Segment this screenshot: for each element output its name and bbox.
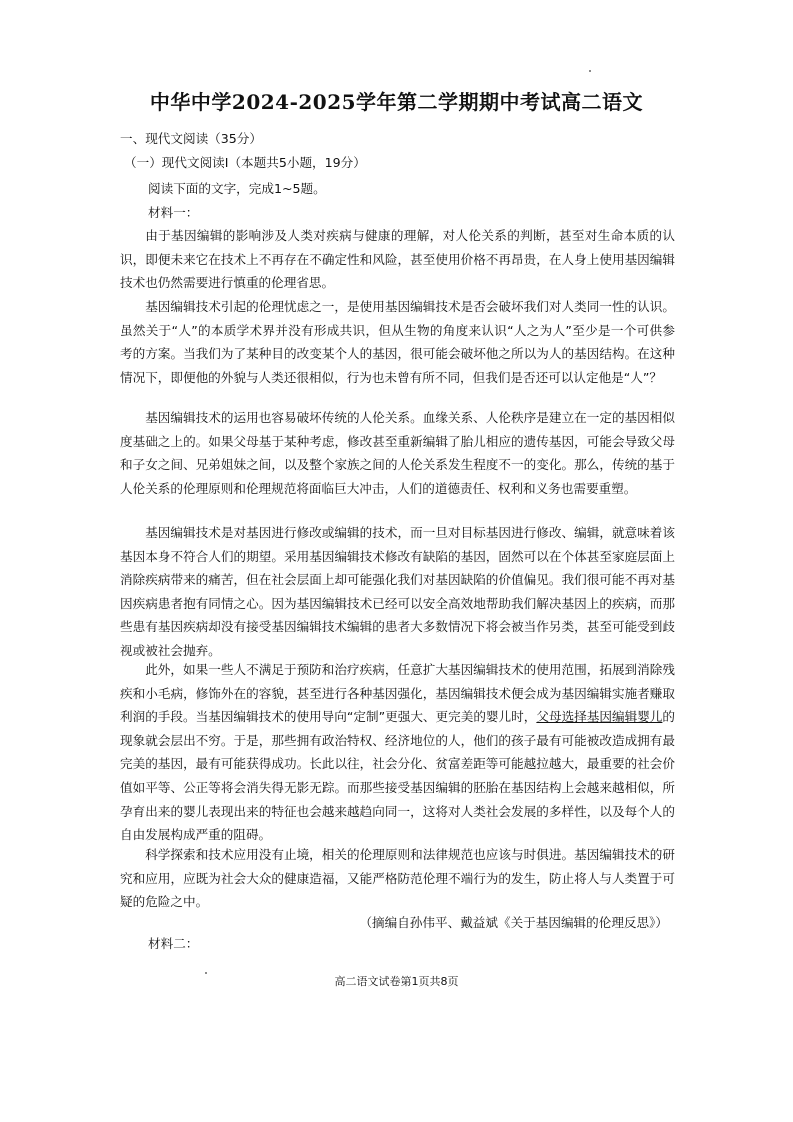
paragraph-6: 科学探索和技术应用没有止境，相关的伦理原则和法律规范也应该与时俱进。基因编辑技术的研究和应用，应既为社会大众的健康造福，又能严格防范伦理不端行为的发生，防止将人与人类置于可疑的危险之中。 — [120, 847, 675, 910]
paragraph-5-text: 此外，如果一些人不满足于预防和治疗疾病，任意扩大基因编辑技术的使用范围，拓展到消除残疾和小毛病，修饰外在的容貌，甚至进行各种基因强化，基因编辑技术便会成为基因编辑实施者赚取利润的手段。当基因编辑技术的使用导向“定制”更强大、更完美的婴儿时， — [120, 662, 675, 725]
material2-label: 材料二： — [148, 936, 199, 951]
material1-label: 材料一： — [148, 205, 199, 220]
subsection-heading: （一）现代文阅读Ⅰ（本题共5小题，19分） — [124, 155, 366, 170]
instruction-text: 阅读下面的文字，完成1~5题。 — [148, 181, 326, 196]
paragraph-5-rest: 的现象就会层出不穷。于是，那些拥有政治特权、经济地位的人，他们的孩子最有可能被改造成拥有最完美的基因，最有可能获得成功。长此以往，社会分化、贫富差距等可能越拉越大，最重要的社会价值如平等、公正等将会消失得无影无踪。而那些接受基因编辑的胚胎在基因结构上会越来越相似，所孕育出来的婴儿表现出来的特征也会越来越趋向同一，这将对人类社会发展的多样性，以及每个人的自由发展构成严重的阻碍。 — [120, 709, 675, 843]
paragraph-3: 基因编辑技术的运用也容易破坏传统的人伦关系。血缘关系、人伦秩序是建立在一定的基因相似度基础之上的。如果父母基于某种考虑，修改甚至重新编辑了胎儿相应的遗传基因，可能会导致父母和子女之间、兄弟姐妹之间，以及整个家族之间的人伦关系发生程度不一的变化。那么，传统的基于人伦关系的伦理原则和伦理规范将面临巨大冲击，人们的道德责任、权利和义务也需要重塑。 — [120, 410, 675, 496]
exam-title: 中华中学2024-2025学年第二学期期中考试高二语文 — [149, 90, 644, 114]
section-heading: 一、现代文阅读（35分） — [120, 131, 262, 146]
paragraph-2: 基因编辑技术引起的伦理忧虑之一，是使用基因编辑技术是否会破坏我们对人类同一性的认识。虽然关于“人”的本质学术界并没有形成共识，但从生物的角度来认识“人之为人”至少是一个可供参考的方案。当我们为了某种目的改变某个人的基因，很可能会破坏他之所以为人的基因结构。在这种情况下，即便他的外貌与人类还很相似，行为也未曾有所不同，但我们是否还可以认定他是“人”？ — [120, 299, 675, 385]
paragraph-1: 由于基因编辑的影响涉及人类对疾病与健康的理解，对人伦关系的判断，甚至对生命本质的认识，即便未来它在技术上不再存在不确定性和风险，甚至使用价格不再昂贵，在人身上使用基因编辑技术也仍然需要进行慎重的伦理省思。 — [120, 228, 675, 291]
paragraph-4: 基因编辑技术是对基因进行修改或编辑的技术，而一旦对目标基因进行修改、编辑，就意味着该基因本身不符合人们的期望。采用基因编辑技术修改有缺陷的基因，固然可以在个体甚至家庭层面上消除疾病带来的痛苦，但在社会层面上却可能强化我们对基因缺陷的价值偏见。我们很可能不再对基因疾病患者抱有同情之心。因为基因编辑技术已经可以安全高效地帮助我们解决基因上的疾病，而那些患有基因疾病却没有接受基因编辑技术编辑的患者大多数情况下将会被当作另类，甚至可能受到歧视或被社会抛弃。 — [120, 525, 675, 658]
source-citation: （摘编自孙伟平、戴益斌《关于基因编辑的伦理反思》） — [359, 915, 668, 930]
underlined-phrase: 父母选择基因编辑婴儿 — [536, 709, 663, 725]
scan-speck — [589, 70, 591, 72]
paragraph-5 — [120, 658, 675, 847]
page-footer: 高二语文试卷第1页共8页 — [334, 975, 459, 988]
